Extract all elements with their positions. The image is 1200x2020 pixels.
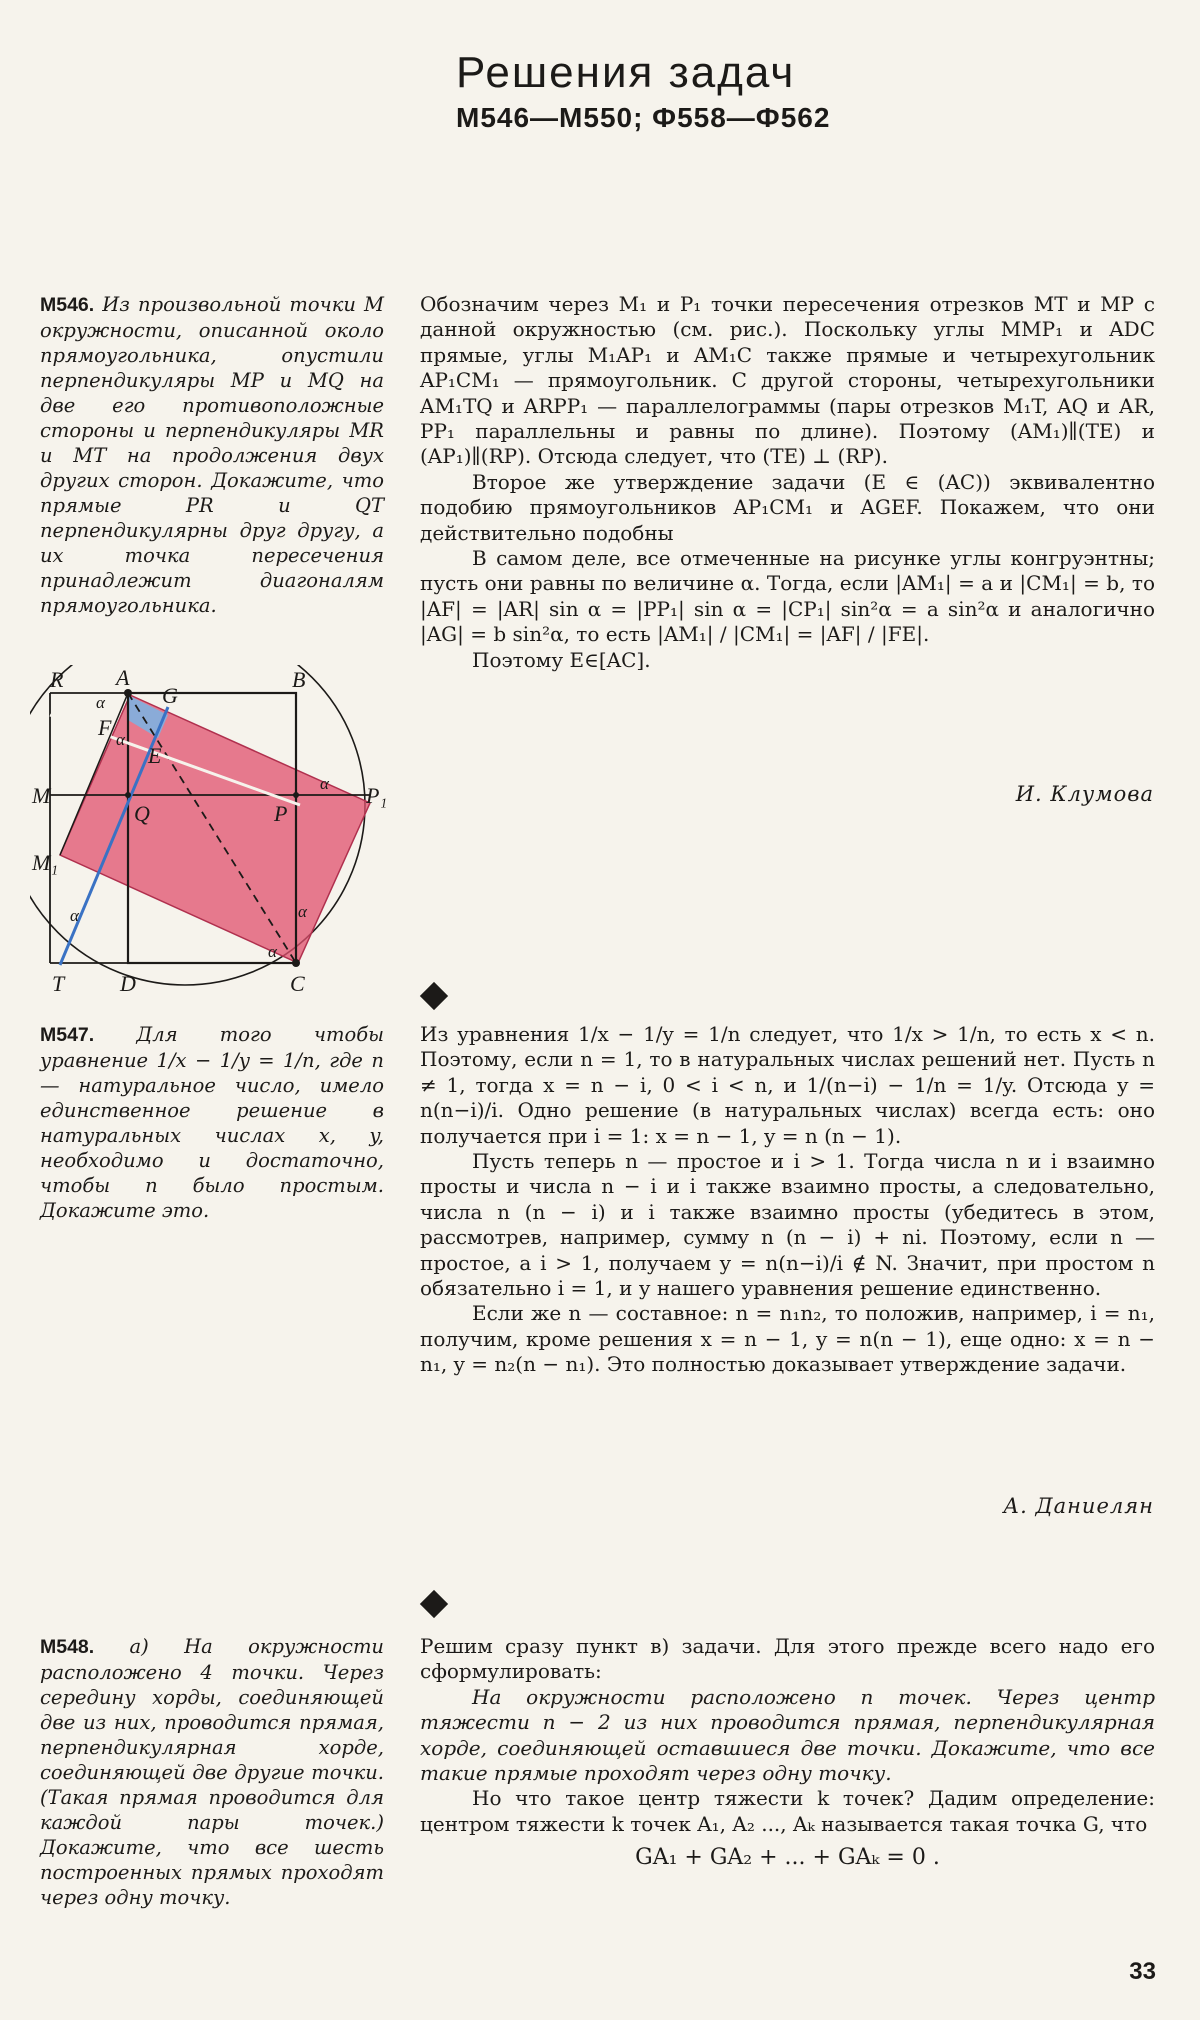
angle-alpha-2: α <box>116 730 125 749</box>
point-a <box>124 689 132 697</box>
m547-solution-p2: Пусть теперь n — простое и i > 1. Тогда числа n и i взаимно просты и числа n − i и i также взаимно просты, а следовательно, числа n (n − i) и i также взаимно просты (убедитесь в этом, рассмотрев, например, сумму n (n − i) + ni. Поэтому, если n — простое, а i > 1, получаем y = n(n−i)/i ∉ N. Значит, при простом n обязательно i = 1, и у нашего уравнения решение единственно. <box>420 1149 1155 1301</box>
angle-alpha-5: α <box>268 942 277 961</box>
label-g: G <box>162 683 178 708</box>
section-divider-1 <box>420 982 448 1010</box>
m546-solution-p3: В самом деле, все отмеченные на рисунке углы конгруэнтны; пусть они равны по величине α. Тогда, если |AM₁| = a и |CM₁| = b, то |AF| = |AR| sin α = |PP₁| sin α = |CP₁| sin²α = a sin²α и аналогично |AG| = b sin²α, то есть |AM₁| / |CM₁| = |AF| / |FE|. <box>420 546 1155 647</box>
m546-solution-p1: Обозначим через M₁ и P₁ точки пересечения отрезков MT и MP с данной окружностью (см. рис.). Поскольку углы MMP₁ и ADC прямые, углы M₁AP₁ и AM₁C также прямые и четырехугольник AP₁CM₁ — прямоугольник. С другой стороны, четырехугольники AM₁TQ и ARPP₁ — параллелограммы (пары отрезков M₁T, AQ и AR, PP₁ параллельны и равны по длине). Поэтому (AM₁)∥(TE) и (AP₁)∥(RP). Отсюда следует, что (TE) ⊥ (RP). <box>420 292 1155 469</box>
point-c <box>292 959 300 967</box>
m548-formula: GA₁ + GA₂ + ... + GAₖ = 0 . <box>635 1845 940 1871</box>
m548-problem <box>40 1634 384 1910</box>
m546-statement: Из произвольной точки М окружности, описанной около прямоугольника, опустили перпендикуляры МР и MQ на две его противоположные стороны и перпендикуляры MR и МТ на продолжения двух других сторон. Докажите, что прямые PR и QT перпендикулярны друг другу, а их точка пересечения принадлежит диагоналям прямоугольника. <box>40 293 384 617</box>
angle-alpha-3: α <box>320 774 329 793</box>
m548-solution-p1: Решим сразу пункт в) задачи. Для этого прежде всего надо его сформулировать: <box>420 1634 1155 1684</box>
m547-solution-p3: Если же n — составное: n = n₁n₂, то положив, например, i = n₁, получим, кроме решения x = n − 1, y = n(n − 1), еще одно: x = n − n₁, y = n₂(n − n₁). Это полностью доказывает утверждение задачи. <box>420 1301 1155 1377</box>
label-q: Q <box>134 801 150 826</box>
label-a: A <box>116 665 130 690</box>
section-divider-2 <box>420 1590 448 1618</box>
page-subtitle: М546—М550; Ф558—Ф562 <box>456 102 831 133</box>
angle-alpha-1: α <box>96 693 105 712</box>
label-t: T <box>52 971 65 995</box>
m546-number: М546. <box>40 294 95 316</box>
point-p <box>293 792 299 798</box>
label-m1: M₁ <box>32 850 58 875</box>
m548-solution <box>420 1634 1155 1871</box>
m548-statement: а) На окружности расположено 4 точки. Через середину хорды, соединяющей две из них, проводится прямая, перпендикулярная хорде, соединяющей две другие точки. (Такая прямая проводится для каждой пары точек.) Докажите, что все шесть построенных прямых проходят через одну точку. <box>40 1635 384 1909</box>
m546-solution-p2: Второе же утверждение задачи (E ∈ (AC)) эквивалентно подобию прямоугольников AP₁CM₁ и AGEF. Покажем, что они действительно подобны <box>420 469 1155 545</box>
m547-statement: Для того чтобы уравнение 1/x − 1/y = 1/n, где n — натуральное число, имело единственное решение в натуральных числах x, y, необходимо и достаточно, чтобы n было простым. Докажите это. <box>40 1023 384 1222</box>
m548-number: М548. <box>40 1636 95 1658</box>
page-title: Решения задач <box>456 48 796 97</box>
m547-problem <box>40 1022 384 1223</box>
label-m: M <box>32 783 51 808</box>
page-header <box>456 48 1156 134</box>
label-b: B <box>292 667 306 692</box>
label-p: P <box>274 801 288 826</box>
m546-problem <box>40 292 384 618</box>
m548-solution-p2: На окружности расположено n точек. Через центр тяжести n − 2 из них проводится прямая, перпендикулярная хорде, соединяющей оставшиеся две точки. Докажите, что все такие прямые проходят через одну точку. <box>420 1684 1155 1786</box>
m547-solution-p1: Из уравнения 1/x − 1/y = 1/n следует, что 1/x > 1/n, то есть x < n. Поэтому, если n = 1, то в натуральных числах решений нет. Пусть n ≠ 1, тогда x = n − i, 0 < i < n, и 1/(n−i) − 1/n = 1/y. Отсюда y = n(n−i)/i. Одно решение (в натуральных числах) всегда есть: оно получается при i = 1: x = n − 1, y = n (n − 1). <box>420 1022 1155 1148</box>
m548-solution-p3: Но что такое центр тяжести k точек? Дадим определение: центром тяжести k точек A₁, A₂ ..., Aₖ называется такая точка G, что <box>420 1786 1155 1836</box>
label-f: F <box>98 715 112 740</box>
label-c: C <box>290 971 305 995</box>
label-r: R <box>50 667 64 692</box>
label-p1: P₁ <box>366 783 388 808</box>
geometry-figure <box>30 665 400 995</box>
angle-alpha-6: α <box>70 906 79 925</box>
angle-alpha-4: α <box>298 902 307 921</box>
m547-author: А. Даниелян <box>1003 1494 1154 1518</box>
m546-solution <box>420 292 1155 673</box>
page-number: 33 <box>1129 1958 1156 1985</box>
m546-author: И. Клумова <box>1015 782 1154 806</box>
label-d: D <box>120 971 136 995</box>
m546-solution-p4: Поэтому E∈[AC]. <box>472 647 651 672</box>
point-q <box>125 792 131 798</box>
m547-solution <box>420 1022 1155 1378</box>
m547-number: М547. <box>40 1024 95 1046</box>
label-e: E <box>148 743 162 768</box>
